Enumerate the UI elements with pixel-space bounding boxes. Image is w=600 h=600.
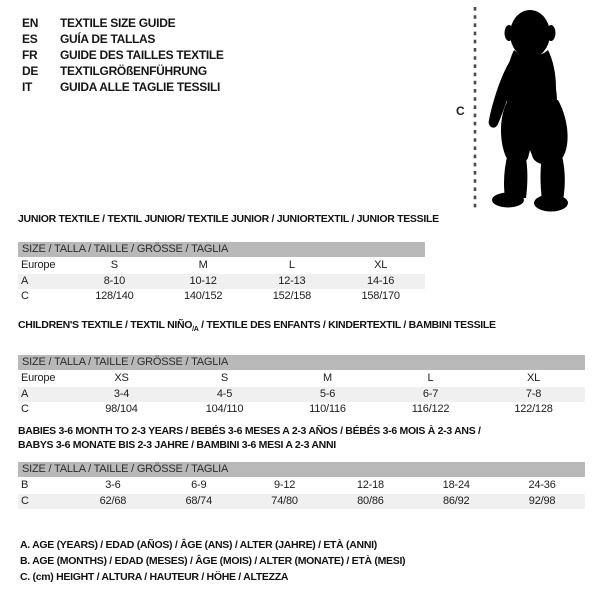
table-row-europe (18, 258, 425, 274)
table-row-height (18, 494, 585, 510)
legend-line-b: B. AGE (MONTHS) / EDAD (MESES) / ÂGE (MOIS) / ALTER (MONATE) / ETÀ (MESI) (20, 555, 406, 567)
size-cell: XL (374, 259, 388, 271)
height-cell: 116/122 (411, 403, 450, 416)
babies-section-title-line2: BABYS 3-6 MONATE BIS 2-3 JAHRE / BAMBINI 3-6 MESI A 2-3 ANNI (18, 439, 336, 451)
table-row-age-months (18, 478, 585, 494)
size-cell: L (427, 372, 434, 385)
lang-row-it (22, 79, 224, 95)
size-cell: L (288, 259, 295, 271)
size-cell: M (323, 372, 332, 385)
height-measure-label: C (456, 104, 465, 118)
height-measure-dashed-line (472, 7, 478, 209)
lang-code: ES (22, 32, 38, 46)
age-cell: 18-24 (442, 479, 470, 491)
size-cell: XS (114, 372, 129, 385)
lang-code: IT (22, 80, 33, 94)
height-cell: 152/158 (272, 290, 312, 302)
legend-line-c: C. (cm) HEIGHT / ALTURA / HAUTEUR / HÖHE / ALTEZZA (20, 571, 289, 583)
size-header-bar: SIZE / TALLA / TAILLE / GRÖSSE / TAGLIA (18, 242, 425, 257)
babies-size-table (18, 462, 585, 509)
lang-text: GUÍA DE TALLAS (60, 32, 156, 46)
age-cell: 9-12 (273, 479, 296, 491)
row-label: C (21, 290, 29, 302)
title-subscript: /A (192, 326, 199, 334)
height-cell: 98/104 (105, 403, 138, 416)
height-cell: 128/140 (95, 290, 134, 302)
age-cell: 12-13 (278, 274, 306, 287)
age-cell: 8-10 (103, 274, 125, 287)
legend-line-a: A. AGE (YEARS) / EDAD (AÑOS) / ÂGE (ANS) / ALTER (JAHRE) / ETÀ (ANNI) (20, 539, 377, 551)
age-cell: 3-6 (105, 479, 121, 491)
size-cell: XL (526, 372, 541, 385)
lang-row-fr (22, 47, 224, 63)
baby-figure (448, 4, 583, 219)
age-cell: 7-8 (525, 387, 542, 400)
children-section-title (18, 318, 585, 337)
table-row-height (18, 402, 585, 418)
section-junior-textile (18, 212, 439, 305)
language-header (22, 15, 224, 95)
title-prefix: CHILDREN'S TEXTILE / TEXTIL NIÑO (18, 319, 193, 331)
lang-row-en (22, 15, 224, 31)
age-cell: 6-7 (422, 387, 439, 400)
age-cell: 3-4 (113, 387, 130, 400)
row-label: C (21, 403, 29, 416)
lang-text: GUIDE DES TAILLES TEXTILE (60, 48, 224, 62)
age-cell: 10-12 (189, 274, 217, 287)
table-row-europe (18, 371, 585, 387)
height-cell: 158/170 (361, 290, 400, 302)
row-label: C (21, 494, 29, 507)
height-cell: 104/110 (205, 403, 244, 416)
table-row-age (18, 274, 425, 290)
size-cell: M (198, 259, 208, 271)
lang-text: TEXTILGRÖßENFÜHRUNG (60, 64, 207, 78)
height-cell: 92/98 (528, 494, 556, 507)
table-row-height (18, 289, 425, 305)
lang-text: GUIDA ALLE TAGLIE TESSILI (60, 80, 221, 94)
age-cell: 12-18 (356, 479, 384, 491)
age-cell: 24-36 (528, 479, 556, 491)
baby-silhouette-icon (482, 8, 578, 213)
row-label: A (21, 387, 29, 400)
row-label: A (21, 274, 29, 287)
lang-code: EN (22, 16, 39, 30)
size-cell: S (220, 372, 229, 385)
junior-section-title: JUNIOR TEXTILE / TEXTIL JUNIOR/ TEXTILE JUNIOR / JUNIORTEXTIL / JUNIOR TESSILE (18, 213, 439, 225)
age-cell: 14-16 (367, 274, 395, 287)
age-cell: 5-6 (319, 387, 336, 400)
table-row-age (18, 387, 585, 403)
age-cell: 6-9 (191, 479, 207, 491)
lang-code: DE (22, 64, 39, 78)
lang-row-de (22, 63, 224, 79)
section-childrens-textile (18, 318, 585, 418)
size-header-bar: SIZE / TALLA / TAILLE / GRÖSSE / TAGLIA (18, 355, 585, 370)
height-cell: 122/128 (514, 403, 553, 416)
height-cell: 68/74 (185, 494, 212, 507)
lang-text: TEXTILE SIZE GUIDE (60, 16, 176, 30)
lang-row-es (22, 31, 224, 47)
row-label: Europe (21, 372, 56, 385)
row-label: B (21, 479, 29, 491)
height-cell: 86/92 (442, 494, 470, 507)
section-babies-textile (18, 424, 585, 509)
age-cell: 4-5 (216, 387, 233, 400)
height-cell: 74/80 (271, 494, 298, 507)
junior-size-table (18, 242, 425, 305)
size-header-bar: SIZE / TALLA / TAILLE / GRÖSSE / TAGLIA (18, 462, 585, 477)
title-suffix: / TEXTILE DES ENFANTS / KINDERTEXTIL / BAMBINI TESSILE (198, 319, 496, 331)
lang-code: FR (22, 48, 38, 62)
height-cell: 140/152 (183, 290, 223, 302)
height-cell: 62/68 (99, 494, 127, 507)
height-cell: 80/86 (357, 494, 384, 507)
measure-legend (20, 537, 405, 585)
size-cell: S (110, 259, 118, 271)
row-label: Europe (21, 259, 56, 271)
babies-section-title-line1: BABIES 3-6 MONTH TO 2-3 YEARS / BEBÉS 3-6 MESES A 2-3 AÑOS / BÉBÉS 3-6 MOIS À 2-3 ANS / (18, 425, 481, 437)
height-cell: 110/116 (309, 403, 346, 416)
children-size-table (18, 355, 585, 418)
